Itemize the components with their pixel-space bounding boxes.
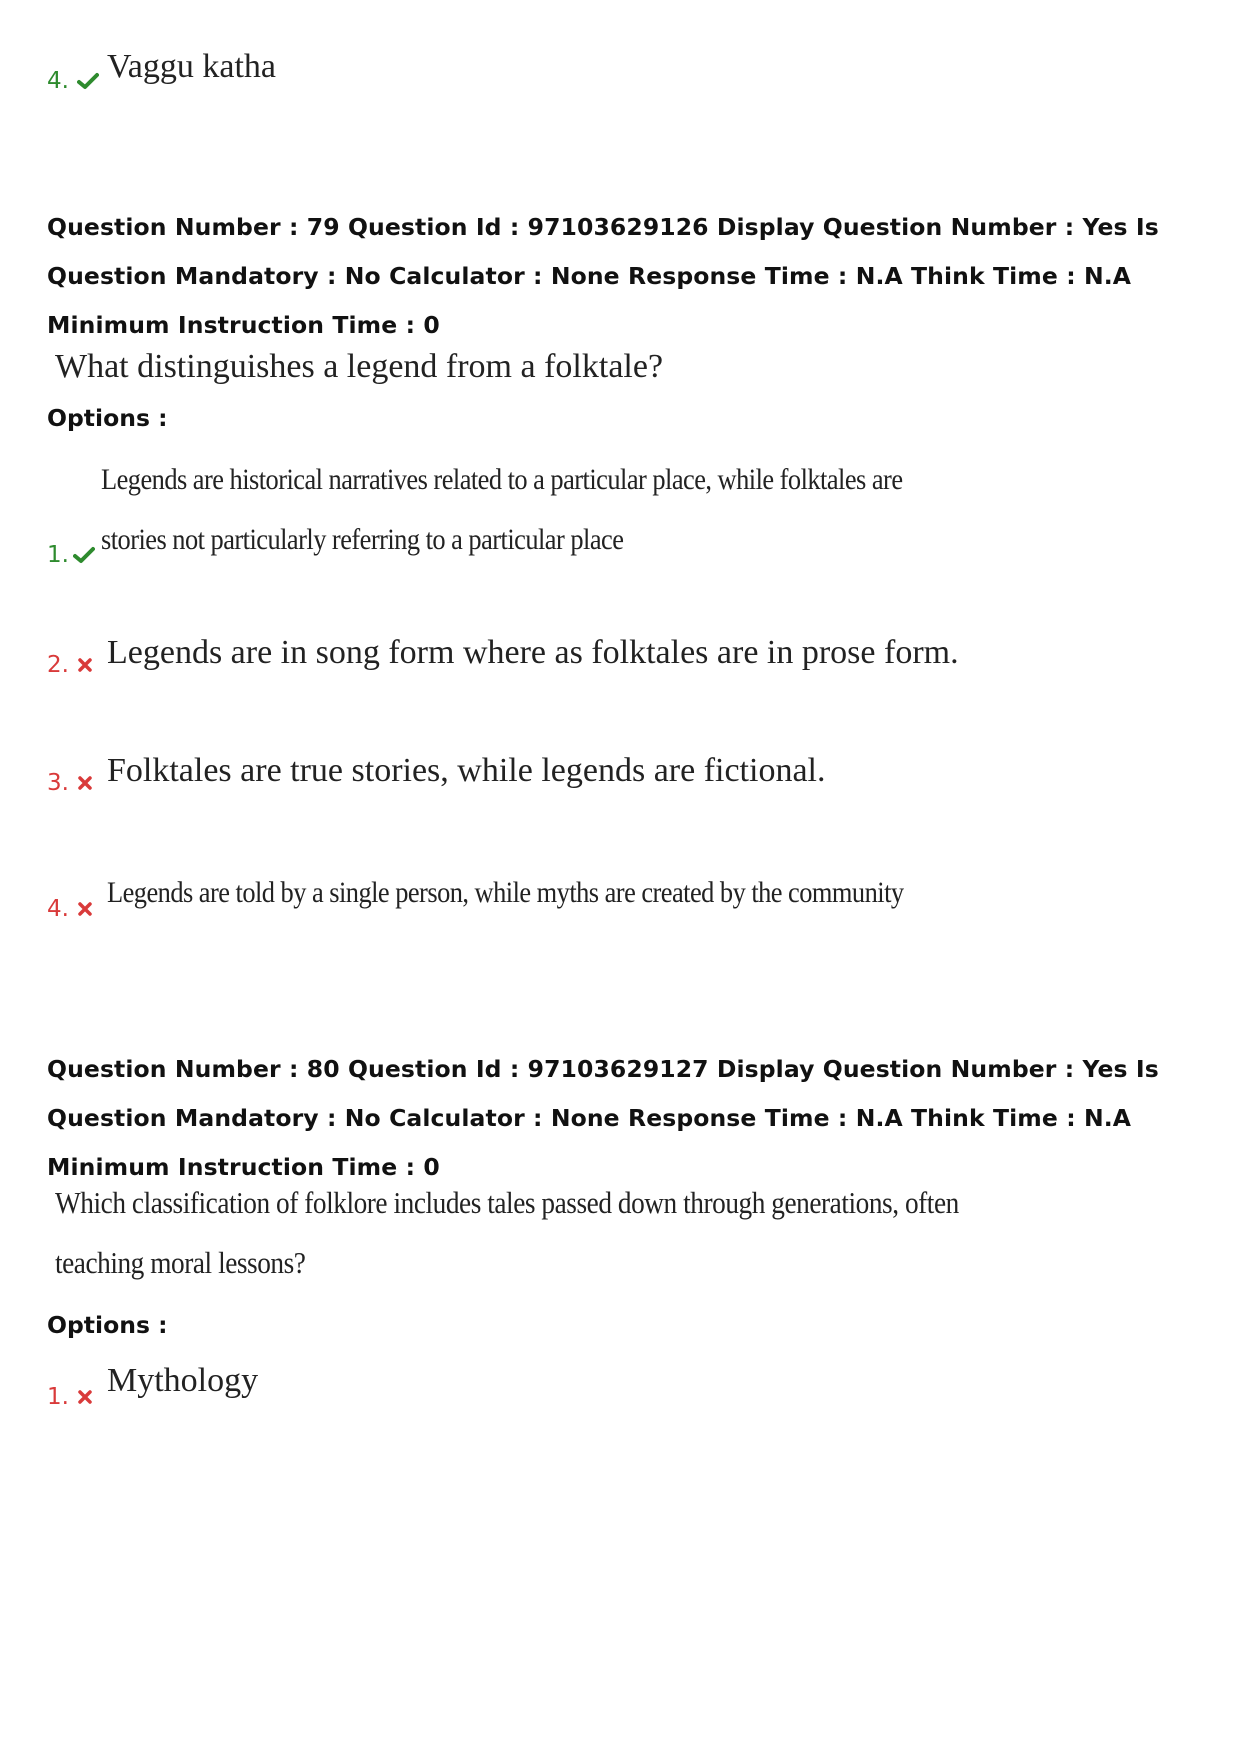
cross-icon — [77, 896, 107, 922]
option-number: 1. — [47, 1384, 69, 1410]
prev-option-4 — [47, 48, 277, 94]
question-80-options-label: Options : — [47, 1311, 168, 1339]
q79-option-4 — [47, 876, 1012, 922]
q79-option-3 — [47, 752, 826, 796]
option-number: 4. — [47, 68, 69, 94]
option-text: Legends are in song form where as folktales are in prose form. — [107, 634, 959, 671]
q80-option-1 — [47, 1362, 259, 1410]
question-79-options-label: Options : — [47, 404, 168, 432]
option-number: 2. — [47, 652, 69, 678]
cross-icon — [77, 652, 107, 678]
option-text: Vaggu katha — [107, 48, 277, 85]
q79-option-2 — [47, 634, 959, 678]
option-text: Legends are told by a single person, while myths are created by the community — [107, 876, 904, 909]
question-80-text — [55, 1173, 959, 1293]
option-number: 4. — [47, 896, 69, 922]
option-text: Mythology — [107, 1362, 259, 1399]
question-80-meta: Question Number : 80 Question Id : 97103629127 Display Question Number : Yes Is Question Mandatory : No Calculator : None Response Time : N.A Think Time : N.A Minimum Instruction Time : 0 — [47, 1055, 1159, 1181]
question-79-text: What distinguishes a legend from a folktale? — [55, 348, 664, 385]
cross-icon — [77, 1384, 107, 1410]
cross-icon — [77, 770, 107, 796]
q79-option-1 — [47, 450, 1012, 570]
check-icon — [77, 68, 107, 94]
question-line-2: teaching moral lessons? — [55, 1245, 306, 1280]
option-text: Folktales are true stories, while legends are fictional. — [107, 752, 826, 789]
option-line-2: stories not particularly referring to a particular place — [101, 523, 624, 556]
question-79-meta: Question Number : 79 Question Id : 97103629126 Display Question Number : Yes Is Question Mandatory : No Calculator : None Response Time : N.A Think Time : N.A Minimum Instruction Time : 0 — [47, 213, 1159, 339]
check-icon — [73, 542, 103, 568]
option-number: 3. — [47, 770, 69, 796]
option-line-1: Legends are historical narratives related to a particular place, while folktales are — [101, 463, 903, 496]
option-number: 1. — [47, 542, 69, 568]
question-line-1: Which classification of folklore includes tales passed down through generations, often — [55, 1185, 959, 1220]
option-text — [101, 450, 903, 570]
